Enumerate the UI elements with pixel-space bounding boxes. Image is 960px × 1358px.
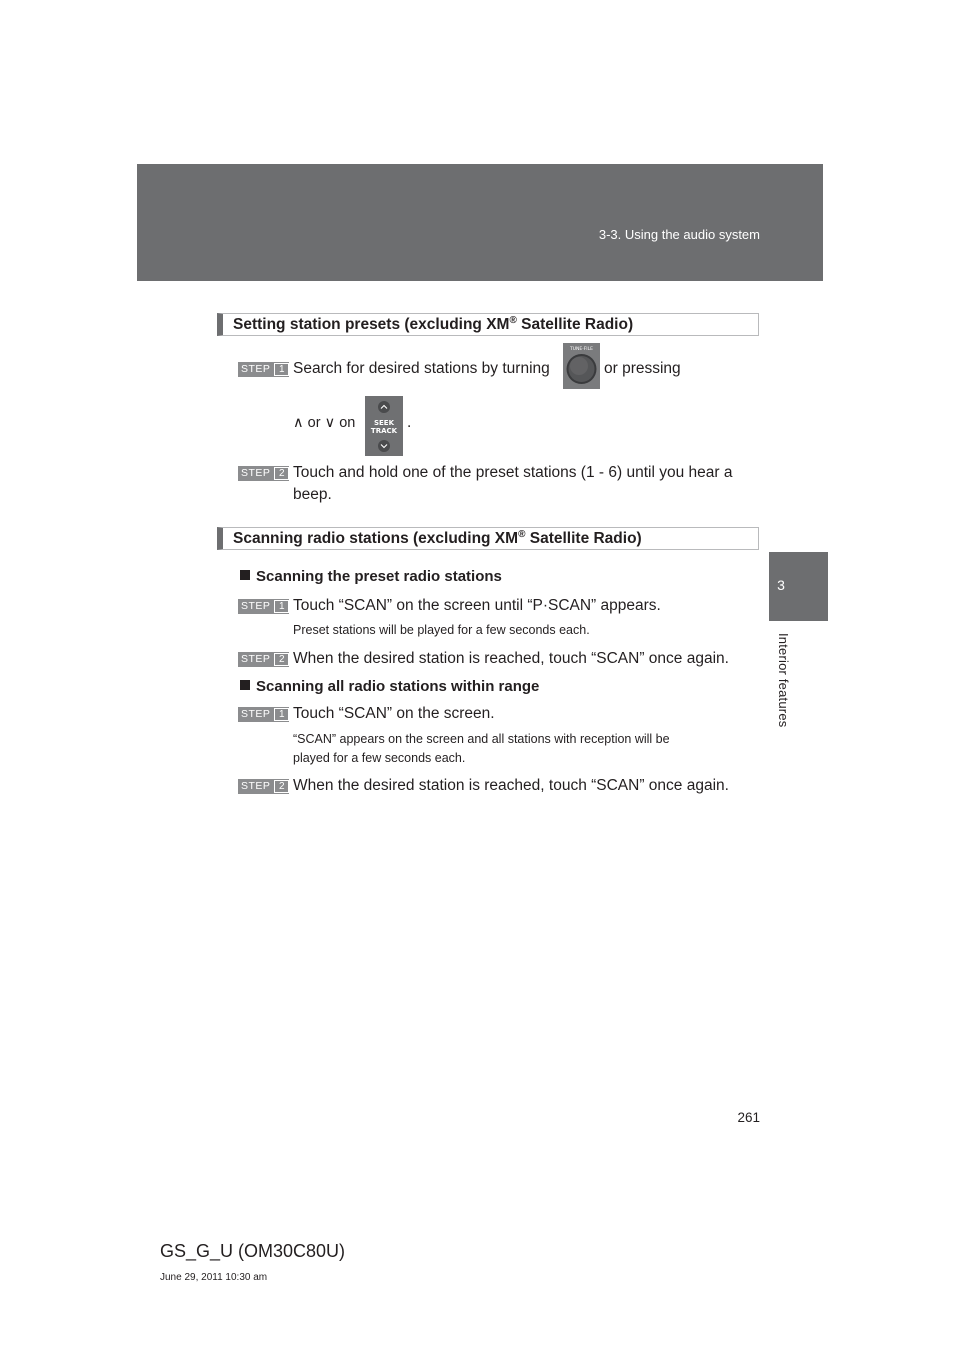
document-date: June 29, 2011 10:30 am: [160, 1272, 268, 1283]
step-badge: STEP 1: [238, 599, 289, 614]
step-text: When the desired station is reached, touch “SCAN” once again.: [293, 650, 729, 667]
section-heading-presets: [217, 313, 759, 336]
page-number: 261: [737, 1110, 760, 1125]
step-note: “SCAN” appears on the screen and all stations with reception will be: [293, 732, 670, 746]
track-label: TRACK: [370, 427, 398, 435]
chapter-number: 3: [777, 577, 785, 593]
heading-text: Setting station presets (excluding XM: [233, 316, 510, 333]
registered-mark: ®: [518, 528, 526, 540]
heading-text-end: Satellite Radio): [525, 530, 642, 547]
chapter-title: Interior features: [776, 633, 791, 728]
step-text: or pressing: [604, 360, 681, 377]
step-text: Touch and hold one of the preset stations (1 - 6) until you hear a: [293, 464, 733, 481]
heading-text-end: Satellite Radio): [516, 316, 634, 333]
step-badge: STEP 2: [238, 779, 289, 794]
seek-track-button-icon: [365, 396, 403, 456]
step-badge: STEP 1: [238, 362, 289, 377]
step-text: Touch “SCAN” on the screen.: [293, 705, 495, 722]
step-note: Preset stations will be played for a few seconds each.: [293, 623, 590, 637]
document-code: GS_G_U (OM30C80U): [160, 1241, 346, 1261]
registered-mark: ®: [509, 314, 517, 326]
step-text: ∧ or ∨ on: [293, 415, 356, 431]
step-badge: STEP 2: [238, 466, 289, 481]
step-text: Touch “SCAN” on the screen until “P·SCAN” appears.: [293, 597, 661, 614]
seek-label: SEEK: [373, 419, 395, 427]
sub-heading: Scanning the preset radio stations: [240, 568, 502, 585]
step-text: Search for desired stations by turning: [293, 360, 550, 377]
step-text: beep.: [293, 486, 332, 503]
square-bullet-icon: [240, 680, 250, 690]
header-band: [137, 164, 823, 281]
step-badge: STEP 1: [238, 707, 289, 722]
step-text: When the desired station is reached, touch “SCAN” once again.: [293, 777, 729, 794]
knob-label: TUNE·FILE: [570, 347, 593, 352]
heading-text: Scanning radio stations (excluding XM: [233, 530, 519, 547]
step-text: .: [407, 414, 412, 431]
tune-file-knob-icon: [563, 343, 600, 389]
sub-heading: Scanning all radio stations within range: [240, 678, 539, 695]
section-reference: 3-3. Using the audio system: [598, 227, 760, 242]
step-badge: STEP 2: [238, 652, 289, 667]
step-note: played for a few seconds each.: [293, 751, 466, 765]
square-bullet-icon: [240, 570, 250, 580]
section-heading-scanning: [217, 527, 759, 550]
